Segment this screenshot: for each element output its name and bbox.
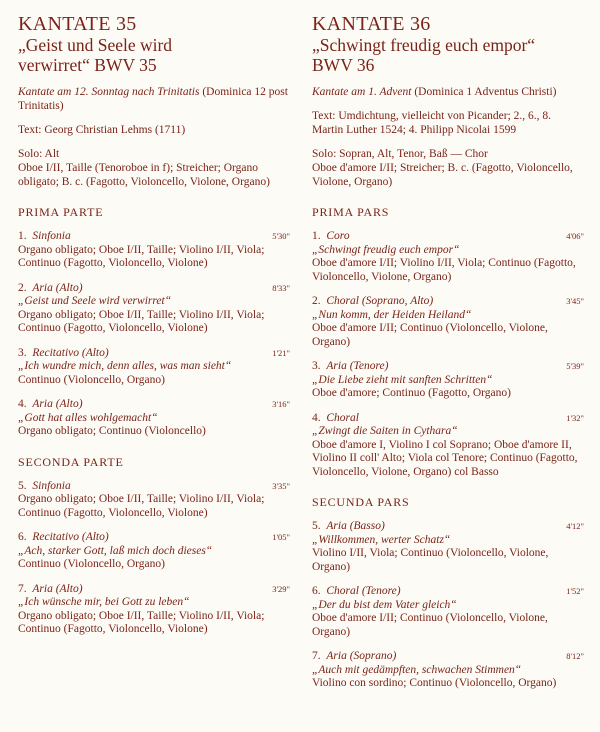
cantata-36-column	[312, 14, 584, 691]
movement-header	[18, 531, 290, 545]
movement-scoring: Organo obligato; Oboe I/II, Taille; Violino I/II, Viola; Continuo (Fagotto, Violoncello, Violone)	[18, 609, 265, 635]
movement-header	[312, 520, 584, 534]
movement-number: 5.	[18, 479, 27, 492]
movement-incipit: „Nun komm, der Heiden Heiland“	[312, 308, 472, 321]
movement-number: 4.	[18, 398, 27, 410]
movement-number: 7.	[312, 650, 321, 662]
movement-duration: 1'05"	[272, 532, 290, 542]
movement-number: 4.	[312, 411, 321, 424]
solo-scoring	[18, 147, 290, 189]
movement-number: 3.	[312, 360, 321, 372]
movement-incipit: „Ich wundre mich, denn alles, was man sieht“	[18, 360, 232, 372]
movement-scoring: Organo obligato; Continuo (Violoncello)	[18, 425, 206, 437]
movement-title	[312, 412, 359, 426]
movement	[18, 347, 290, 388]
movement-title	[312, 650, 396, 664]
movement-scoring: Continuo (Violoncello, Organo)	[18, 558, 165, 570]
movement-number: 7.	[18, 582, 27, 595]
movement-duration: 4'12"	[566, 521, 584, 531]
cantata-subtitle: „Schwingt freudig euch empor“	[312, 35, 536, 55]
movement-incipit: „Auch mit gedämpften, schwachen Stimmen“	[312, 663, 522, 676]
movement-duration: 1'32"	[566, 412, 584, 423]
movement	[18, 583, 290, 637]
movement-number: 2.	[18, 281, 27, 294]
movement-duration: 3'29"	[272, 583, 290, 594]
movement-name: Coro	[326, 230, 350, 242]
text-credit: Text: Georg Christian Lehms (1711)	[18, 124, 186, 136]
instrumentation-line: Oboe d'amore I/II; Streicher; B. c. (Fagotto, Violoncello, Violone, Organo)	[312, 162, 573, 188]
movement-number: 1.	[312, 230, 321, 242]
movement	[18, 531, 290, 572]
section-heading: SECUNDA PARS	[312, 495, 410, 509]
movement-name: Aria (Alto)	[32, 281, 83, 294]
movement-header	[18, 583, 290, 597]
movement-header	[312, 295, 584, 309]
movement-name: Aria (Soprano)	[326, 650, 397, 662]
movement-incipit: „Geist und Seele wird verwirret“	[18, 295, 172, 307]
movement-number: 5.	[312, 520, 321, 532]
movement	[312, 585, 584, 639]
movement-duration: 8'12"	[566, 651, 584, 661]
movement-title	[18, 347, 109, 361]
section-heading: PRIMA PARS	[312, 205, 390, 219]
solo-line: Solo: Sopran, Alt, Tenor, Baß — Chor	[312, 148, 488, 160]
movement-number: 6.	[312, 585, 321, 597]
movement-scoring: Oboe d'amore I, Violino I col Soprano; Oboe d'amore II, Violino II coll' Alto; Viola col Tenore; Continuo (Fagotto, Violoncello, Violone, Organo) col Basso	[312, 438, 578, 478]
occasion	[312, 85, 584, 99]
movement-scoring: Oboe d'amore I/II; Continuo (Violoncello, Violone, Organo)	[312, 612, 548, 638]
movement-name: Choral	[326, 411, 359, 424]
section-heading: PRIMA PARTE	[18, 205, 104, 219]
movement-header	[312, 650, 584, 664]
movement-name: Choral (Soprano, Alto)	[326, 295, 434, 307]
movement-number: 2.	[312, 295, 321, 307]
movement-duration: 4'06"	[566, 231, 584, 241]
movement-header	[312, 360, 584, 374]
movement-header	[312, 585, 584, 599]
movement-name: Sinfonia	[32, 479, 71, 492]
movement	[312, 412, 584, 480]
movement-scoring: Violino con sordino; Continuo (Violoncello, Organo)	[312, 677, 557, 689]
movement-header	[312, 230, 584, 244]
movement-title	[312, 585, 401, 599]
movement-duration: 1'21"	[272, 347, 290, 358]
cantata-35-column	[18, 14, 290, 637]
movement-scoring: Oboe d'amore I/II; Continuo (Violoncello, Violone, Organo)	[312, 322, 548, 348]
movement-number: 3.	[18, 346, 27, 359]
movement-incipit: „Gott hat alles wohlgemacht“	[18, 411, 158, 424]
cantata-title: KANTATE 35	[18, 13, 137, 35]
section-heading: SECONDA PARTE	[18, 454, 124, 469]
movement-scoring: Organo obligato; Oboe I/II, Taille; Violino I/II, Viola; Continuo (Fagotto, Violoncello, Violone)	[18, 243, 265, 269]
movement-name: Sinfonia	[32, 230, 71, 242]
movement-sections	[312, 205, 584, 691]
solo-scoring	[312, 147, 584, 189]
movement-name: Aria (Tenore)	[326, 360, 389, 372]
movement-title	[18, 583, 83, 597]
movement-duration: 3'16"	[272, 399, 290, 409]
movement-incipit: „Schwingt freudig euch empor“	[312, 243, 460, 256]
movement-title	[312, 295, 433, 309]
movement-title	[18, 531, 109, 545]
movement-duration: 3'35"	[272, 480, 290, 491]
occasion	[18, 85, 290, 113]
movement-scoring: Oboe d'amore; Continuo (Fagotto, Organo)	[312, 387, 511, 399]
occasion-rest: (Dominica 1 Adventus Christi)	[411, 86, 557, 98]
cantata-subtitle-line2: verwirret“ BWV 35	[18, 55, 157, 75]
movement-scoring: Organo obligato; Oboe I/II, Taille; Violino I/II, Viola; Continuo (Fagotto, Violoncello, Violone)	[18, 493, 265, 519]
movement	[312, 230, 584, 284]
occasion-italic: Kantate am 12. Sonntag nach Trinitatis	[18, 86, 200, 98]
movement-header	[312, 412, 584, 426]
cantata-subtitle-line2: BWV 36	[312, 55, 375, 75]
movement-title	[18, 282, 83, 296]
text-credit: Text: Umdichtung, vielleicht von Picander; 2., 6., 8. Martin Luther 1524; 4. Philipp Nicolai 1599	[312, 110, 552, 136]
movement-name: Choral (Tenore)	[326, 585, 401, 597]
cantata-title: KANTATE 36	[312, 13, 431, 35]
movement-title	[18, 480, 71, 494]
movement-name: Recitativo (Alto)	[32, 346, 109, 359]
movement-title	[312, 520, 385, 534]
movement	[18, 282, 290, 336]
movement-header	[18, 282, 290, 296]
movement-header	[18, 398, 290, 412]
movement	[312, 360, 584, 401]
instrumentation-line: Oboe I/II, Taille (Tenoroboe in f); Streicher; Organo obligato; B. c. (Fagotto, Violoncello, Violone, Organo)	[18, 162, 270, 188]
movement-incipit: „Der du bist dem Vater gleich“	[312, 598, 457, 611]
movement-header	[18, 230, 290, 244]
movement-title	[312, 360, 388, 374]
movement	[18, 230, 290, 271]
movement-number: 1.	[18, 230, 27, 242]
movement-name: Recitativo (Alto)	[32, 531, 109, 543]
solo-line: Solo: Alt	[18, 148, 60, 160]
cantata-subtitle: „Geist und Seele wird	[18, 35, 173, 55]
movement-number: 6.	[18, 531, 27, 543]
movement-incipit: „Zwingt die Saiten in Cythara“	[312, 425, 458, 437]
movement-scoring: Organo obligato; Oboe I/II, Taille; Violino I/II, Viola; Continuo (Fagotto, Violoncello, Violone)	[18, 308, 265, 334]
movement-scoring: Violino I/II, Viola; Continuo (Violoncello, Violone, Organo)	[312, 547, 549, 573]
movement-duration: 8'33"	[272, 282, 290, 293]
movement-name: Aria (Alto)	[32, 582, 83, 595]
movement	[18, 480, 290, 521]
movement-title	[18, 230, 71, 244]
movement-duration: 3'45"	[566, 296, 584, 306]
movement-scoring: Oboe d'amore I/II; Violino I/II, Viola; Continuo (Fagotto, Violoncello, Violone, Organo)	[312, 257, 576, 283]
movement	[312, 520, 584, 574]
movement-header	[18, 480, 290, 494]
movement-incipit: „Ach, starker Gott, laß mich doch dieses“	[18, 544, 213, 557]
occasion-rest: (Dominica 12 post Trinitatis)	[18, 86, 288, 112]
movement-incipit: „Ich wünsche mir, bei Gott zu leben“	[18, 596, 190, 608]
movement-duration: 5'30"	[272, 231, 290, 241]
movement-incipit: „Die Liebe zieht mit sanften Schritten“	[312, 373, 493, 386]
movement	[18, 398, 290, 439]
movement	[312, 295, 584, 349]
movement-name: Aria (Basso)	[326, 520, 385, 532]
movement	[312, 650, 584, 691]
movement-scoring: Continuo (Violoncello, Organo)	[18, 373, 165, 386]
movement-header	[18, 347, 290, 361]
occasion-italic: Kantate am 1. Advent	[312, 86, 412, 98]
movement-incipit: „Willkommen, werter Schatz“	[312, 533, 451, 546]
movement-sections	[18, 205, 290, 637]
movement-duration: 1'52"	[566, 586, 584, 596]
movement-title	[312, 230, 350, 244]
movement-name: Aria (Alto)	[32, 398, 83, 410]
movement-title	[18, 398, 83, 412]
movement-duration: 5'39"	[566, 361, 584, 371]
